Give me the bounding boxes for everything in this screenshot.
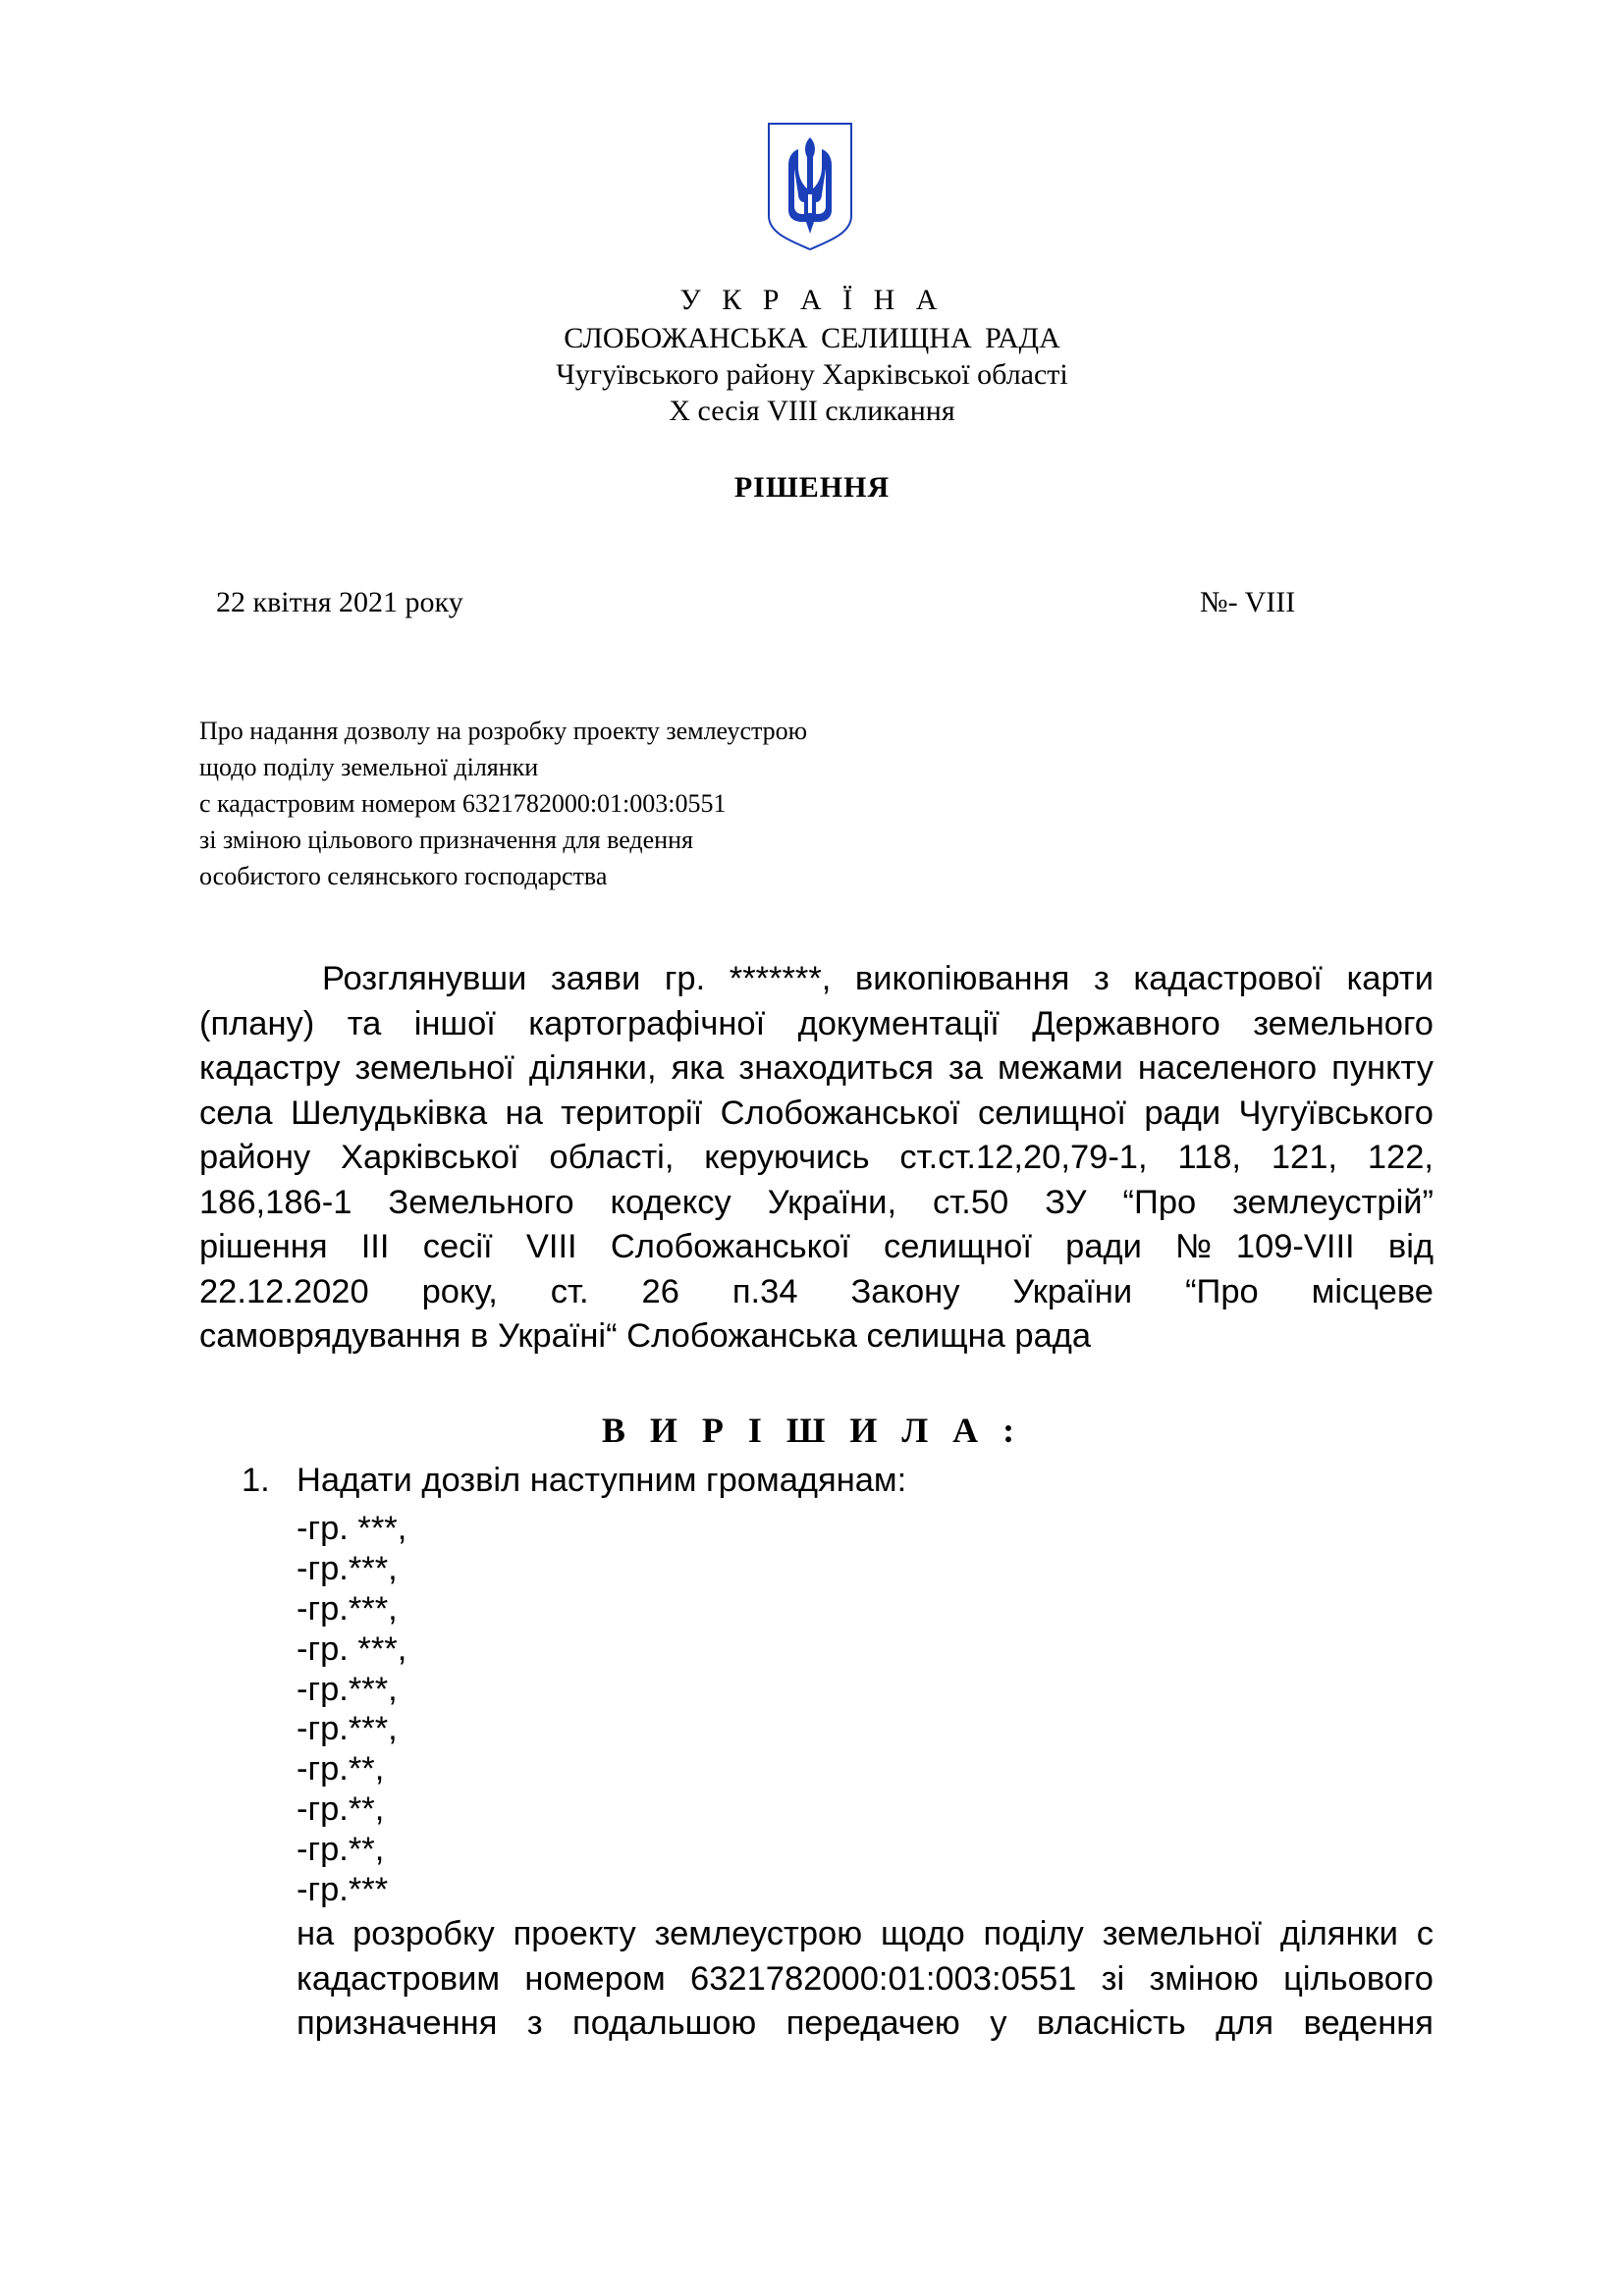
preamble-line: 186,186-1 Земельного кодексу України, ст.50 ЗУ “Про землеустрій” — [199, 1183, 1434, 1221]
preamble-line: рішення ІІІ сесії VIII Слобожанської селищної ради №109-VIII від — [199, 1228, 1434, 1265]
council-name: СЛОБОЖАНСЬКА СЕЛИЩНА РАДА — [564, 322, 1060, 354]
preamble-line: самоврядування в Україні“ Слобожанська селищна рада — [199, 1317, 1092, 1355]
subject-line: особистого селянського господарства — [199, 862, 608, 890]
preamble-line: кадастру земельної ділянки, яка знаходиться за межами населеного пункту — [199, 1049, 1434, 1087]
citizen-entry: -гр. ***, — [297, 1510, 407, 1547]
subject-line: Про надання дозволу на розробку проекту землеустрою — [199, 717, 808, 745]
resolved-heading: В И Р І Ш И Л А : — [601, 1411, 1023, 1450]
item-body-line: кадастровим номером 6321782000:01:003:0551 зі зміною цільового — [297, 1959, 1434, 1998]
document-type: РІШЕННЯ — [733, 471, 891, 504]
citizens-list — [297, 1509, 406, 1910]
citizen-entry: -гр.**, — [297, 1790, 385, 1829]
citizen-entry: -гр.***, — [297, 1710, 398, 1748]
preamble-line: району Харківської області, керуючись ст.ст.12,20,79-1, 118, 121, 122, — [199, 1139, 1434, 1176]
citizen-entry: -гр.***, — [297, 1670, 398, 1708]
preamble-line: (плану) та іншої картографічної документації Державного земельного — [199, 1004, 1434, 1042]
district-name: Чугуївського району Харківської області — [556, 358, 1068, 391]
decision-number: №- VIII — [1200, 586, 1296, 618]
item-title: Надати дозвіл наступним громадянам: — [297, 1462, 907, 1499]
preamble-line: села Шелудьківка на території Слобожанської селищної ради Чугуївського — [199, 1094, 1434, 1132]
citizen-entry: -гр.***, — [297, 1589, 398, 1628]
subject-line: щодо поділу земельної ділянки — [199, 753, 539, 781]
preamble-line: 22.12.2020 року, ст. 26 п.34 Закону України “Про місцеве — [199, 1272, 1434, 1310]
country-title: У К Р А Ї Н А — [679, 284, 945, 316]
citizen-entry: -гр.***, — [297, 1549, 398, 1587]
item-body-line: призначення з подальшою передачею у власність для ведення — [297, 2004, 1434, 2042]
subject-line: с кадастровим номером 6321782000:01:003:0551 — [199, 789, 727, 818]
item-body — [297, 1912, 1434, 2047]
coat-of-arms-icon — [765, 120, 855, 253]
decision-date: 22 квітня 2021 року — [216, 586, 463, 618]
preamble-paragraph — [199, 957, 1434, 1360]
item-number: 1. — [242, 1462, 270, 1499]
citizen-entry: -гр.**, — [297, 1750, 385, 1789]
subject-line: зі зміною цільового призначення для ведення — [199, 826, 693, 854]
session-name: X сесія VIII скликання — [669, 395, 955, 427]
citizen-entry: -гр. ***, — [297, 1629, 407, 1668]
preamble-line: Розглянувши заяви гр. *******, викопіювання з кадастрової карти — [322, 960, 1434, 997]
citizen-entry: -гр.**, — [297, 1831, 385, 1869]
item-body-line: на розробку проекту землеустрою щодо поділу земельної ділянки с — [297, 1915, 1434, 1952]
citizen-entry: -гр.*** — [297, 1871, 389, 1909]
decision-subject — [199, 713, 807, 894]
